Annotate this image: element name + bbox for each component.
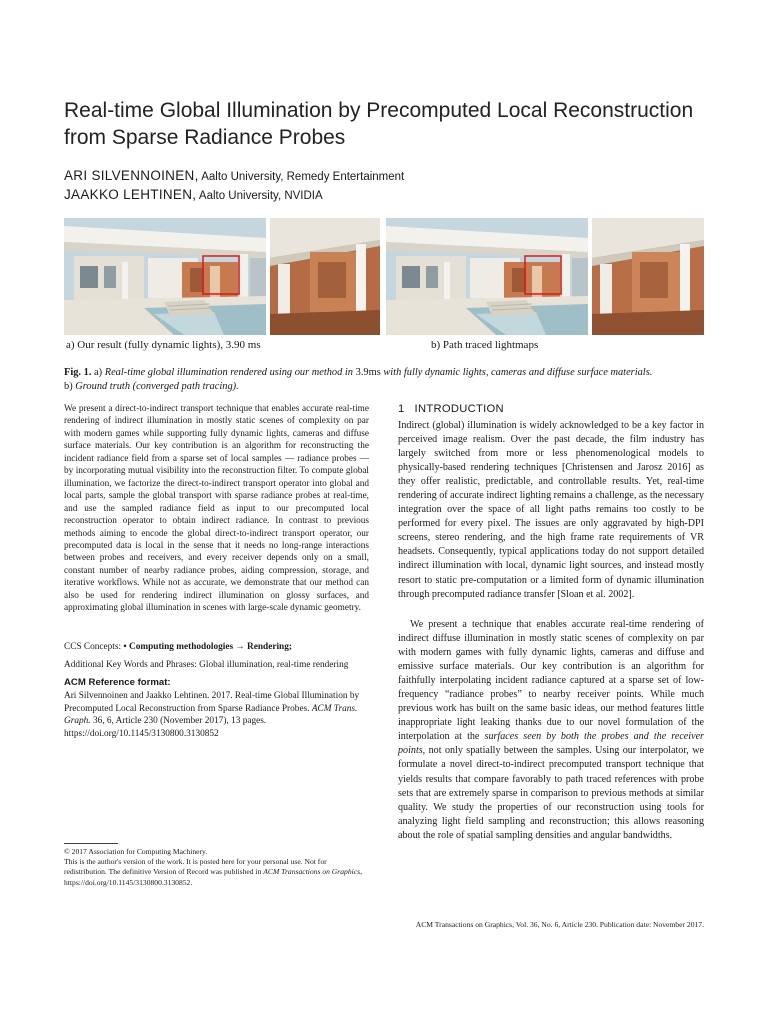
footnote-rule — [64, 843, 118, 844]
section-title: INTRODUCTION — [414, 403, 504, 415]
reference-authors: Ari Silvennoinen and Jaakko Lehtinen. 2017. Real-time Global Illumination by Precomputed Local Reconstruction from Sparse Radiance Probes. — [64, 691, 360, 714]
reference-details: 36, 6, Article 230 (November 2017), 13 pages. — [92, 716, 267, 727]
caption-part-a-prefix: a) — [94, 367, 103, 378]
reference-format-heading: ACM Reference format: — [64, 677, 171, 688]
figure-label: Fig. 1. — [64, 367, 92, 378]
intro-paragraph-2 — [398, 618, 704, 843]
author-1 — [64, 167, 404, 186]
footnote-journal: ACM Transactions on Graphics — [263, 867, 361, 877]
author-name: ARI SILVENNOINEN, — [64, 168, 199, 183]
author-name: JAAKKO LEHTINEN, — [64, 187, 197, 202]
abstract: We present a direct-to-indirect transport technique that enables accurate real-time rendering of indirect illumination in mostly static scenes of complexity on par with modern games while supporting fully dynamic lights, cameras and diffuse surface materials. Our key contribution is an algorithm for reconstructing the incident radiance field from a sparse set of local samples — radiance probes — by incorporating mutual visibility into the reconstruction filter. To compute global illumination, we factorize the direct-to-indirect transport operator into global and local parts, sample the global transport with sparse radiance probes at real-time, and use the sampled radiance field as input to our precomputed local reconstruction operator to obtain indirect radiance. In contrast to previous methods aiming to encode the global direct-to-indirect transport operator, our precomputed data is local in the sense that it needs no long-range interactions between probes and receivers, and every receiver depends only on a small, constant number of nearby radiance probes, aiding compression, storage, and iterative workflows. While not as accurate, we demonstrate that our method can also be used for rendering indirect illumination on glossy surfaces, and approximating global illumination in scenes with large-scale dynamic geometry. — [64, 404, 369, 614]
author-2 — [64, 186, 323, 205]
reference-doi-link[interactable]: https://doi.org/10.1145/3130800.3130852 — [64, 728, 219, 739]
author-affiliation: Aalto University, NVIDIA — [196, 190, 323, 202]
section-number: 1 — [398, 403, 405, 415]
caption-part-a-value: 3.9ms — [355, 367, 381, 378]
reference-format — [64, 690, 369, 740]
figure-caption — [64, 366, 704, 394]
teaser-image-reference-closeup — [592, 218, 704, 335]
copyright-footnote — [64, 847, 370, 888]
reference-journal: ACM Trans. Graph. — [64, 703, 358, 727]
keywords-value: Global illumination, real-time rendering — [199, 660, 349, 670]
caption-part-a-text: Real-time global illumination rendered using our method in — [104, 367, 354, 378]
footnote-doi: , https://doi.org/10.1145/3130800.3130852. — [64, 867, 362, 887]
keywords-label: Additional Key Words and Phrases: — [64, 660, 197, 670]
intro-p2-text-b: not only spatially between the samples. Using our interpolator, we formulate a novel direct-to-indirect precomputed transport technique that yields results that compare favorably to path traced references with probe sets that are extremely sparse in comparison to previous methods at similar quality. We study the properties of our reconstruction using tools for analyzing light field sampling and reconstruction; this allows reasoning about the role of spatial sampling densities and angular bandwidths. — [398, 745, 704, 841]
caption-part-b-prefix: b) — [64, 381, 73, 392]
page-footer: ACM Transactions on Graphics, Vol. 36, No. 6, Article 230. Publication date: November 2017. — [415, 920, 704, 929]
intro-paragraph-1: Indirect (global) illumination is widely acknowledged to be a key factor in perceived image realism. Over the past decade, the film industry has largely switched from more or less phenomenological models to physically-based rendering techniques [Christensen and Jarosz 2016] as they offer realistic, predictable, and controllable results. Yet, real-time rendering of accurate indirect lighting remains a challenge, as the necessary integration over the space of all light paths remains too costly to be performed for every pixel. The issues are only aggravated by high-DPI screens, stereo rendering, and the high frame rate requirements of VR headsets. Consequently, typical applications today do not support detailed indirect illumination with local, dynamic light sources, and instead mostly resort to static pre-computation or a limited form of dynamic illumination through precomputed radiance transfer [Sloan et al. 2002]. — [398, 420, 704, 600]
ccs-label: CCS Concepts: — [64, 642, 122, 652]
intro-p2-text-a: We present a technique that enables accurate real-time rendering of indirect diffuse illumination in mostly static scenes of complexity on par with modern games with fully dynamic lights, cameras and diffuse and emissive surface materials. Our key contribution is an algorithm for faithfully interpolating incident radiance captured at a sparse set of low-frequency “radiance probes” to nearby receiver points. While much previous work has built on the same basic ideas, our method features little inappropriate light leaking thanks due to our novel formulation of the interpolation at the — [398, 619, 704, 743]
caption-part-b-text: Ground truth (converged path tracing). — [75, 381, 239, 392]
ccs-concepts — [64, 641, 369, 653]
author-affiliation: Aalto University, Remedy Entertainment — [198, 171, 405, 183]
ccs-value: • Computing methodologies → Rendering; — [123, 642, 292, 652]
teaser-image-reference-wide — [386, 218, 588, 335]
subcaption-a: a) Our result (fully dynamic lights), 3.90 ms — [66, 339, 261, 351]
subcaption-b: b) Path traced lightmaps — [431, 339, 539, 351]
copyright-line: © 2017 Association for Computing Machinery. — [64, 847, 208, 856]
teaser-image-ours-wide — [64, 218, 266, 335]
keywords — [64, 659, 369, 671]
intro-p2-emphasis: surfaces seen by both the probes and the receiver points, — [398, 731, 704, 757]
footnote-text: This is the author's version of the work. It is posted here for your personal use. Not for redistribution. The definitive Version of Record was published in — [64, 857, 327, 877]
paper-title: Real-time Global Illumination by Precomputed Local Reconstruction from Sparse Radiance Probes — [64, 99, 694, 149]
caption-part-a-rest: with fully dynamic lights, cameras and diffuse surface materials. — [383, 367, 653, 378]
teaser-image-ours-closeup — [270, 218, 380, 335]
section-heading — [398, 402, 504, 416]
